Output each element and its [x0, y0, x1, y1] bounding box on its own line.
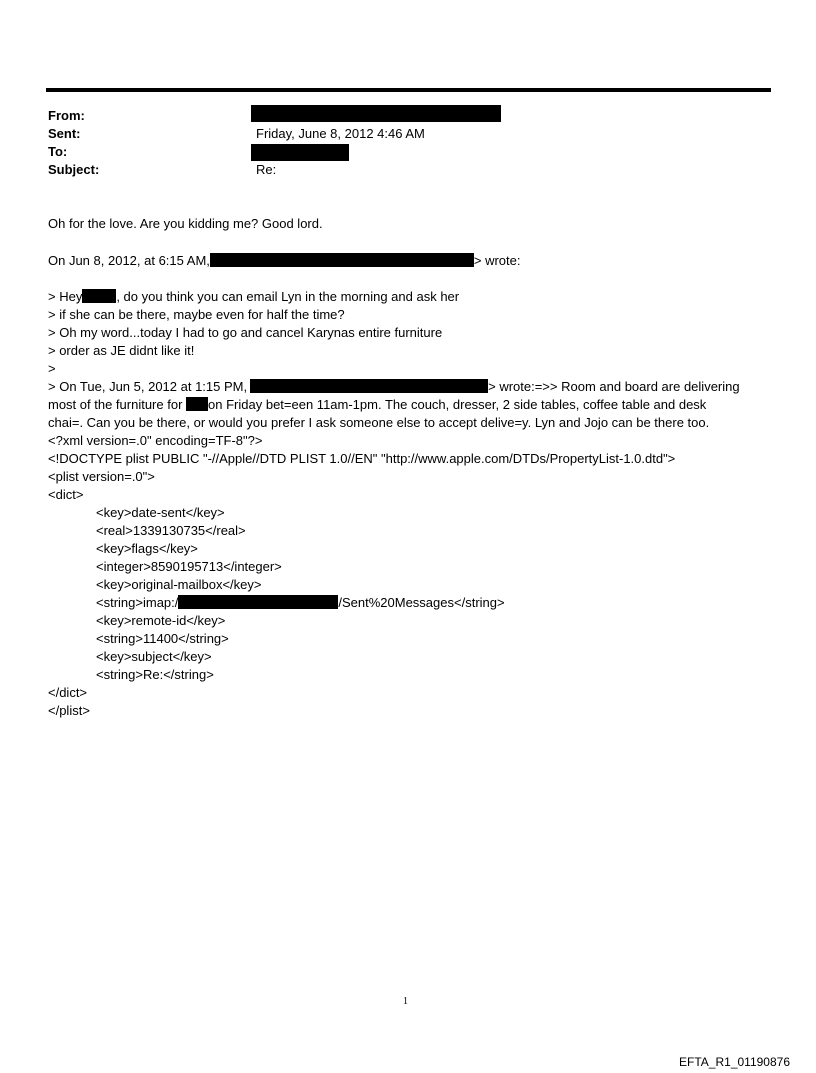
bates-number: EFTA_R1_01190876: [679, 1055, 790, 1069]
xml-line: <?xml version=.0" encoding=TF-8"?>: [48, 433, 263, 448]
xml-line: <key>subject</key>: [96, 649, 212, 664]
xml-line: <key>original-mailbox</key>: [96, 577, 262, 592]
quote-text: on Friday bet=een 11am-1pm. The couch, dresser, 2 side tables, coffee table and desk: [208, 397, 707, 412]
xml-line: <key>flags</key>: [96, 541, 198, 556]
quoted-line: >: [48, 361, 56, 376]
reply-text: Oh for the love. Are you kidding me? Good lord.: [48, 216, 323, 231]
quoted-line: [48, 288, 459, 306]
xml-line: <string>Re:</string>: [96, 667, 214, 682]
attribution-suffix: > wrote:: [473, 253, 521, 268]
quoted-line: > order as JE didnt like it!: [48, 343, 195, 358]
xml-line: <key>date-sent</key>: [96, 505, 225, 520]
xml-text: <string>imap:/: [96, 595, 179, 610]
from-label: From:: [48, 108, 85, 123]
to-label: To:: [48, 144, 68, 159]
subject-label: Subject:: [48, 162, 100, 177]
xml-line: <real>1339130735</real>: [96, 523, 246, 538]
sent-value: Friday, June 8, 2012 4:46 AM: [256, 126, 425, 141]
redacted-name: [186, 397, 208, 411]
quote-text: > Hey: [48, 289, 83, 304]
subject-value: Re:: [256, 162, 277, 177]
xml-line: <dict>: [48, 487, 84, 502]
xml-line: </dict>: [48, 685, 88, 700]
quote-text: > On Tue, Jun 5, 2012 at 1:15 PM,: [48, 379, 248, 394]
quoted-line: [48, 378, 740, 396]
redacted-sender: [250, 379, 488, 393]
quote-text: most of the furniture for: [48, 397, 183, 412]
xml-line: [96, 594, 505, 612]
attribution-prefix: On Jun 8, 2012, at 6:15 AM,: [48, 253, 210, 268]
xml-line: <!DOCTYPE plist PUBLIC "-//Apple//DTD PLIST 1.0//EN" "http://www.apple.com/DTDs/PropertyList-1.0.dtd">: [48, 451, 676, 466]
redacted-mailbox: [178, 595, 338, 609]
xml-line: <string>11400</string>: [96, 631, 229, 646]
redacted-name: [82, 289, 116, 303]
xml-line: <plist version=.0">: [48, 469, 155, 484]
redacted-sender: [210, 253, 474, 267]
quote-text: > wrote:=>> Room and board are delivering: [488, 379, 740, 394]
header-rule: [46, 88, 771, 92]
quoted-line: [48, 396, 706, 414]
quoted-line: > if she can be there, maybe even for half the time?: [48, 307, 345, 322]
page-number: 1: [403, 996, 408, 1007]
xml-line: </plist>: [48, 703, 90, 718]
quote-text: , do you think you can email Lyn in the morning and ask her: [116, 289, 460, 304]
redacted-from: [251, 105, 501, 122]
redacted-to: [251, 144, 349, 161]
xml-text: /Sent%20Messages</string>: [338, 595, 505, 610]
xml-line: <key>remote-id</key>: [96, 613, 226, 628]
quoted-line: chai=. Can you be there, or would you prefer I ask someone else to accept delive=y. Lyn and Jojo can be there too.: [48, 415, 710, 430]
quoted-line: > Oh my word...today I had to go and cancel Karynas entire furniture: [48, 325, 443, 340]
sent-label: Sent:: [48, 126, 81, 141]
xml-line: <integer>8590195713</integer>: [96, 559, 282, 574]
quote-attribution: [48, 252, 521, 270]
